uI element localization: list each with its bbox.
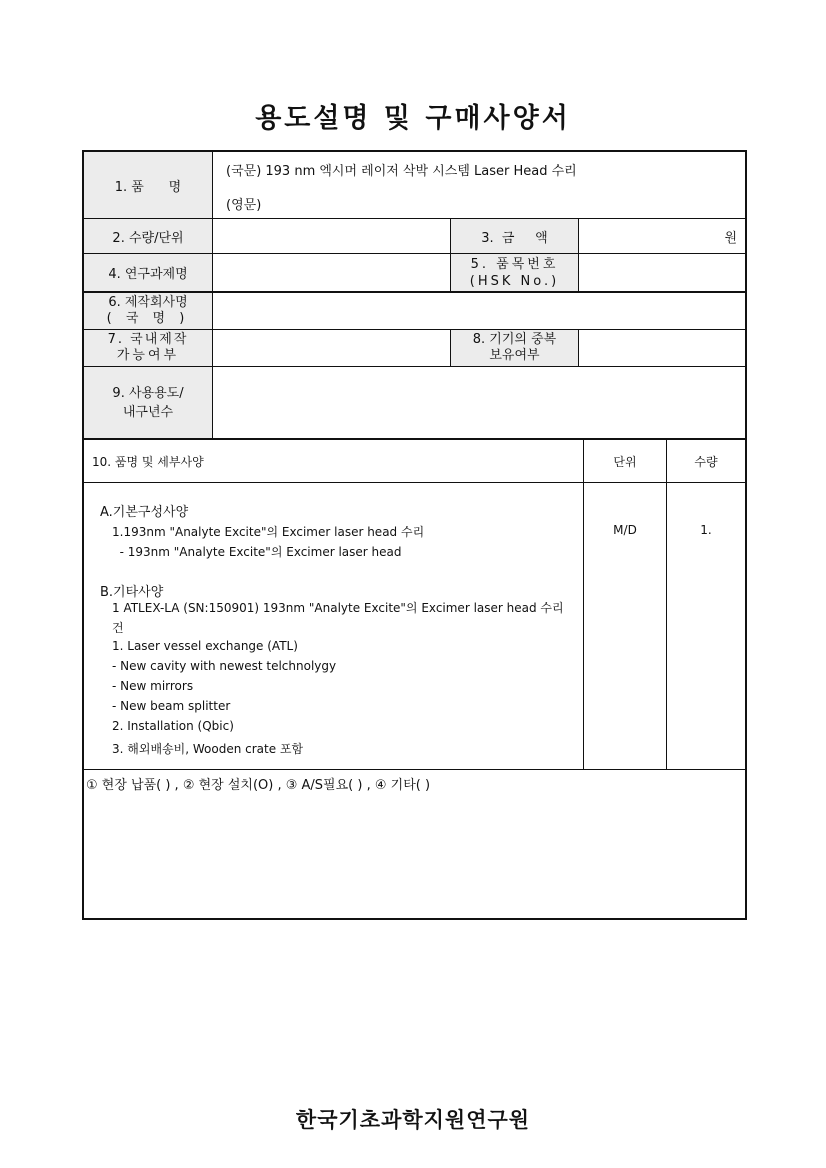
amount-label-cell <box>451 219 578 253</box>
hsk-label-line2: (HSK No.) <box>469 273 560 289</box>
spec-a-line: - 193nm "Analyte Excite"의 Excimer laser head <box>112 545 402 559</box>
project-label-cell <box>84 254 212 291</box>
maker-value <box>213 293 745 329</box>
spec-b-title: B.기타사양 <box>100 585 164 600</box>
item-name-korean: (국문) 193 nm 엑시머 레이저 삭박 시스템 Laser Head 수리 <box>226 164 577 179</box>
duplicate-label-line2: 보유여부 <box>489 348 540 363</box>
usage-label-cell <box>84 367 212 438</box>
hsk-label-line1: 5. 품목번호 <box>470 256 559 272</box>
unit-header: 단위 <box>613 454 637 469</box>
item-name-label: 1. 품 명 <box>114 179 182 195</box>
spec-a-title: A.기본구성사양 <box>100 505 189 520</box>
unit-value: M/D <box>613 523 637 537</box>
domestic-value <box>213 330 450 366</box>
spec-b-line: 2. Installation (Qbic) <box>112 719 234 733</box>
qty-header-cell <box>667 440 745 482</box>
amount-value-cell <box>579 219 745 253</box>
spec-b-line: 건 <box>112 621 124 635</box>
organization-name: 한국기초과학지원연구원 <box>295 1108 531 1132</box>
amount-label: 3. 금 액 <box>481 230 548 246</box>
qty-value-row: 1. <box>700 523 712 537</box>
spec-a-line: 1.193nm "Analyte Excite"의 Excimer laser head 수리 <box>112 525 425 539</box>
amount-unit: 원 <box>724 230 737 246</box>
spec-b-line: - New cavity with newest telchnolygy <box>112 659 337 673</box>
usage-label-line1: 9. 사용용도/ <box>112 385 184 401</box>
usage-value <box>213 367 745 438</box>
item-name-label-cell <box>84 152 212 218</box>
project-label: 4. 연구과제명 <box>108 267 188 282</box>
spec-b-line: 3. 해외배송비, Wooden crate 포함 <box>112 742 304 756</box>
maker-label-line1: 6. 제작회사명 <box>108 295 188 310</box>
delivery-options: ① 현장 납품( ) , ② 현장 설치(O) , ③ A/S필요( ) , ④ 기타( ) <box>86 778 431 793</box>
spec-b-line: 1. Laser vessel exchange (ATL) <box>112 639 298 653</box>
spec-header-label: 10. 품명 및 세부사양 <box>92 454 204 469</box>
project-value <box>213 254 450 291</box>
usage-label-line2: 내구년수 <box>122 404 174 420</box>
maker-label-line2: ( 국 명 ) <box>106 311 190 326</box>
spec-b-line: 1 ATLEX-LA (SN:150901) 193nm "Analyte Excite"의 Excimer laser head 수리 <box>112 601 564 615</box>
spec-form <box>82 150 747 920</box>
qty-header: 수량 <box>694 454 718 469</box>
domestic-label-cell <box>84 330 212 366</box>
spec-header <box>92 440 582 482</box>
duplicate-label-line1: 8. 기기의 중복 <box>472 332 557 347</box>
qty-value <box>213 219 450 253</box>
duplicate-value <box>579 330 745 366</box>
hsk-label-cell <box>451 254 578 291</box>
item-name-english: (영문) <box>226 198 262 213</box>
unit-header-cell <box>584 440 666 482</box>
domestic-label-line2: 가능여부 <box>116 348 180 363</box>
maker-label-cell <box>84 293 212 329</box>
duplicate-label-cell <box>451 330 578 366</box>
qty-label: 2. 수량/단위 <box>112 230 184 246</box>
spec-b-line: - New beam splitter <box>112 699 231 713</box>
domestic-label-line1: 7. 국내제작 <box>107 332 189 347</box>
hsk-value <box>579 254 745 291</box>
spec-b-line: - New mirrors <box>112 679 194 693</box>
qty-label-cell <box>84 219 212 253</box>
document-title: 용도설명 및 구매사양서 <box>255 103 571 134</box>
